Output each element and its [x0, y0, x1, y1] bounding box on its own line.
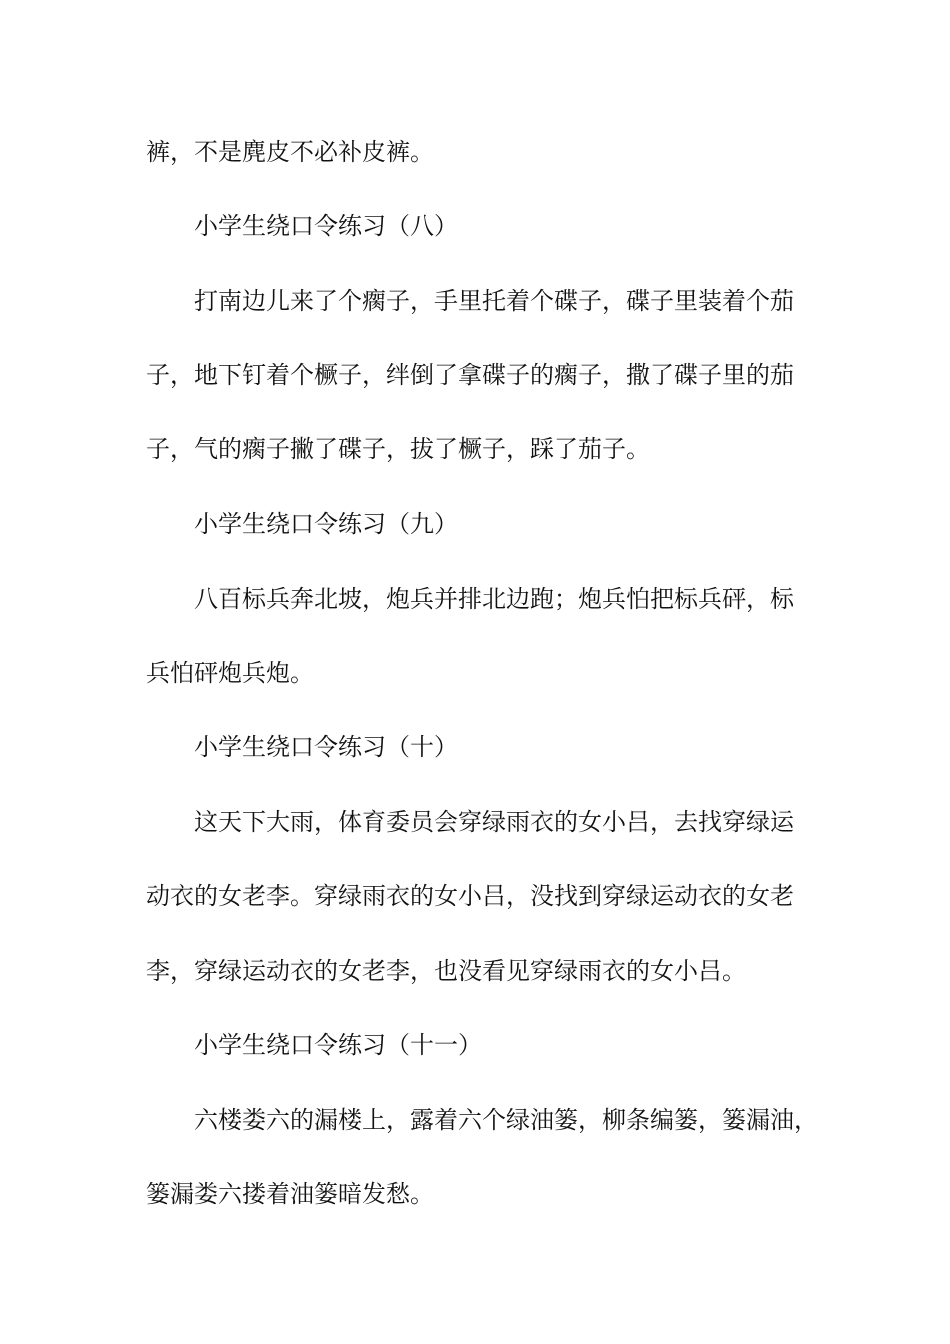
paragraph-line: 八百标兵奔北坡，炮兵并排北边跑；炮兵怕把标兵砰，标 — [194, 585, 794, 613]
paragraph-line: 六楼娄六的漏楼上，露着六个绿油篓，柳条编篓，篓漏油， — [194, 1106, 818, 1134]
section-heading-8: 小学生绕口令练习（八） — [194, 212, 458, 240]
paragraph-line: 篓漏娄六搂着油篓暗发愁。 — [146, 1180, 434, 1208]
paragraph-line: 李，穿绿运动衣的女老李，也没看见穿绿雨衣的女小吕。 — [146, 957, 746, 985]
paragraph-line: 动衣的女老李。穿绿雨衣的女小吕，没找到穿绿运动衣的女老 — [146, 882, 794, 910]
paragraph-continuation-line: 裤，不是麂皮不必补皮裤。 — [146, 138, 434, 166]
section-heading-9: 小学生绕口令练习（九） — [194, 510, 458, 538]
paragraph-line: 子，气的瘸子撇了碟子，拔了橛子，踩了茄子。 — [146, 435, 650, 463]
paragraph-line: 兵怕砰炮兵炮。 — [146, 659, 314, 687]
paragraph-line: 这天下大雨，体育委员会穿绿雨衣的女小吕，去找穿绿运 — [194, 808, 794, 836]
section-heading-11: 小学生绕口令练习（十一） — [194, 1031, 482, 1059]
section-heading-10: 小学生绕口令练习（十） — [194, 733, 458, 761]
paragraph-line: 子，地下钉着个橛子，绊倒了拿碟子的瘸子，撒了碟子里的茄 — [146, 361, 794, 389]
paragraph-line: 打南边儿来了个瘸子，手里托着个碟子，碟子里装着个茄 — [194, 287, 794, 315]
